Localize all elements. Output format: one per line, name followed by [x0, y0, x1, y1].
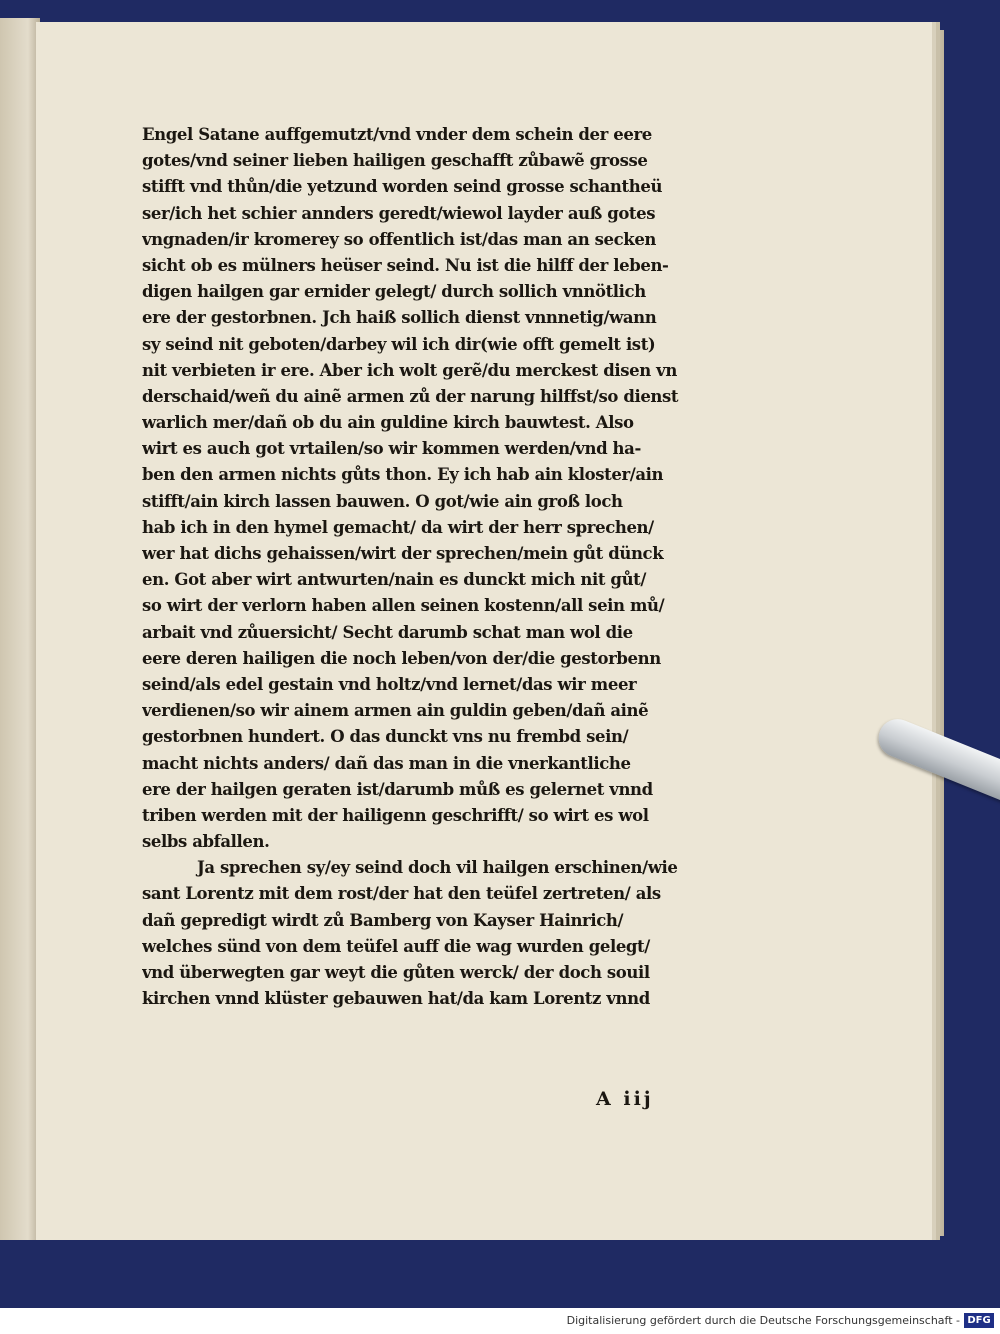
text-line: arbait vnd zůuersicht/ Secht darumb schat man wol die: [142, 622, 633, 642]
text-line: dañ gepredigt wirdt zů Bamberg von Kayser Hainrich/: [142, 910, 624, 930]
page-stack-edge: [930, 30, 944, 1236]
text-line: verdienen/so wir ainem armen ain guldin geben/dañ ainẽ: [142, 701, 649, 721]
text-line: selbs abfallen.: [142, 832, 270, 852]
text-line: ere der gestorbnen. Jch haiß sollich dienst vnnnetig/wann: [142, 308, 657, 328]
text-line: so wirt der verlorn haben allen seinen kostenn/all sein mů/: [142, 596, 665, 616]
text-line: warlich mer/dañ ob du ain guldine kirch bauwtest. Also: [142, 413, 634, 433]
text-line: ser/ich het schier annders geredt/wiewol layder auß gotes: [142, 203, 656, 223]
dfg-logo-icon: DFG: [964, 1313, 994, 1328]
text-line: wer hat dichs gehaissen/wirt der sprechen/mein gůt dünck: [142, 544, 664, 563]
text-line: derschaid/weñ du ainẽ armen zů der narung hilffst/so dienst: [142, 386, 679, 406]
text-line: wirt es auch got vrtailen/so wir kommen werden/vnd ha-: [142, 439, 641, 459]
text-line: ben den armen nichts gůts thon. Ey ich hab ain kloster/ain: [142, 465, 664, 485]
paragraph-start-line: Ja sprechen sy/ey seind doch vil hailgen erschinen/wie: [197, 858, 678, 878]
text-line: vngnaden/ir kromerey so offentlich ist/das man an secken: [142, 229, 657, 249]
text-line: sant Lorentz mit dem rost/der hat den teüfel zertreten/ als: [142, 884, 661, 904]
text-line: vnd überwegten gar weyt die gůten werck/ der doch souil: [142, 963, 650, 982]
text-line: sy seind nit geboten/darbey wil ich dir(wie offt gemelt ist): [142, 334, 656, 354]
text-line: hab ich in den hymel gemacht/ da wirt der herr sprechen/: [142, 517, 654, 537]
text-line: gotes/vnd seiner lieben hailigen geschafft zůbawẽ grosse: [142, 151, 648, 171]
funding-credit: Digitalisierung gefördert durch die Deutsche Forschungsgemeinschaft -: [566, 1314, 960, 1327]
text-line: stifft/ain kirch lassen bauwen. O got/wie ain groß loch: [142, 491, 623, 511]
text-line: kirchen vnnd klüster gebauwen hat/da kam Lorentz vnnd: [142, 989, 650, 1009]
signature-mark: A iij: [596, 1088, 654, 1110]
text-line: digen hailgen gar ernider gelegt/ durch sollich vnnötlich: [142, 282, 646, 302]
footer-bar: [0, 1308, 1000, 1334]
page-text-block: [142, 122, 767, 1012]
text-line: triben werden mit der hailigenn geschrifft/ so wirt es wol: [142, 805, 649, 825]
text-line: macht nichts anders/ dañ das man in die vnerkantliche: [142, 753, 631, 773]
text-line: stifft vnd thůn/die yetzund worden seind grosse schantheü: [142, 177, 663, 197]
text-line: sicht ob es mülners heüser seind. Nu ist die hilff der leben-: [142, 255, 669, 275]
text-line: eere deren hailigen die noch leben/von der/die gestorbenn: [142, 648, 661, 668]
text-line: gestorbnen hundert. O das dunckt vns nu frembd sein/: [142, 727, 629, 747]
text-line: nit verbieten ir ere. Aber ich wolt gerẽ/du merckest disen vn: [142, 360, 677, 380]
text-line: ere der hailgen geraten ist/darumb můß es gelernet vnnd: [142, 779, 653, 799]
text-line: Engel Satane auffgemutzt/vnd vnder dem schein der eere: [142, 125, 652, 144]
left-page-edge: [0, 18, 40, 1240]
text-line: en. Got aber wirt antwurten/nain es dunckt mich nit gůt/: [142, 570, 647, 590]
text-line: seind/als edel gestain vnd holtz/vnd lernet/das wir meer: [142, 674, 637, 694]
text-line: welches sünd von dem teüfel auff die wag wurden gelegt/: [142, 936, 650, 956]
